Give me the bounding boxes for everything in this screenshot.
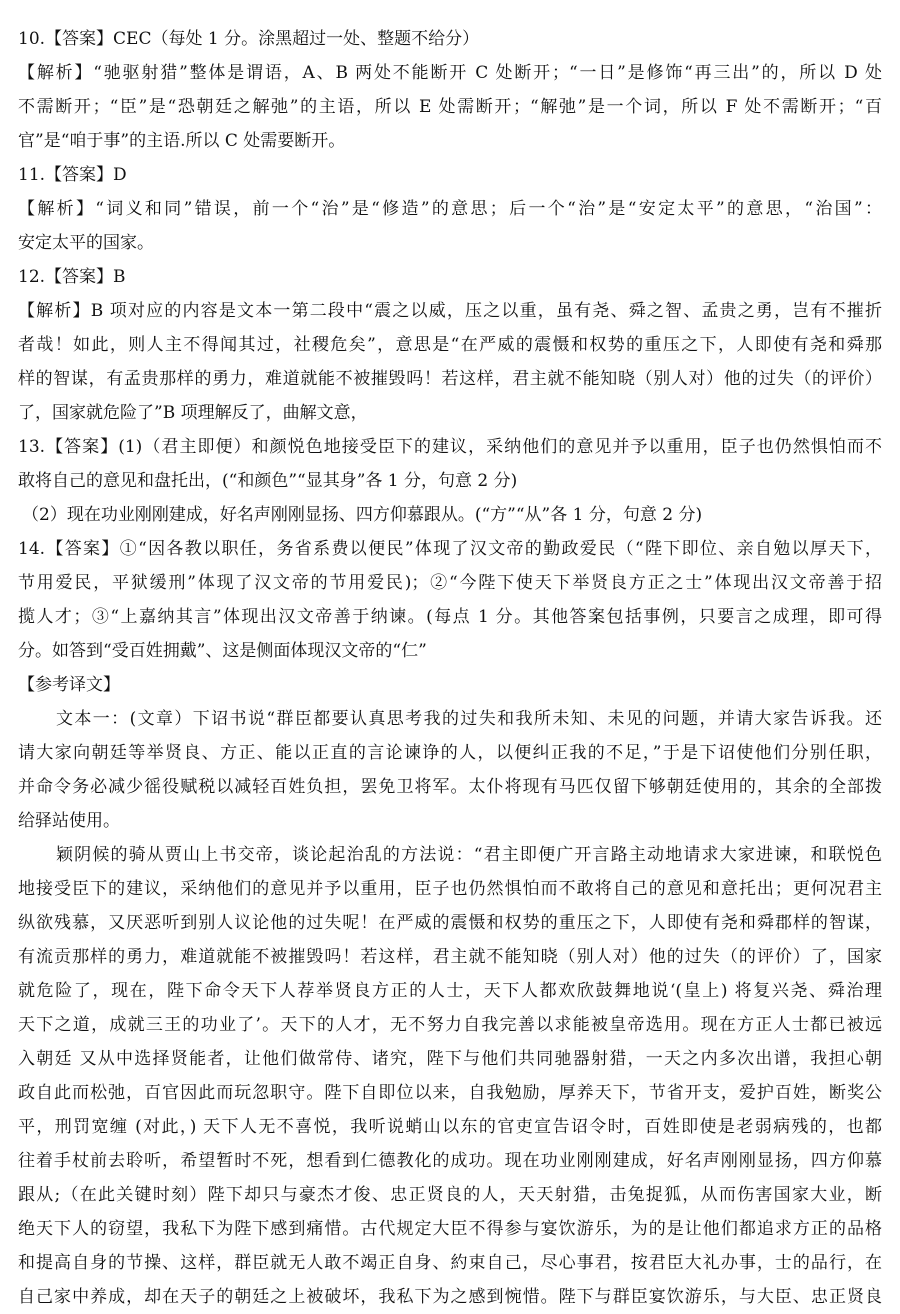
line-translation-p2-11: 跟从;（在此关键时刻）陛下却只与豪杰才俊、忠正贤良的人，天天射猎，击兔捉狐，从而伤害国家大业，断 — [18, 1185, 882, 1205]
line-translation-p2-13: 和提高自身的节操、这样，群臣就无人敢不竭正自身、約束自己，尽心事君，按君臣大礼办事，士的品行，在 — [18, 1253, 882, 1273]
line-translation-p1-1: 文本一：(文章）下诏书说“群臣都要认真思考我的过失和我所未知、未见的问题，并请大家告诉我。还 — [56, 709, 882, 729]
line-translation-p1-2: 请大家向朝廷等举贤良、方正、能以正直的言论谏诤的人，以便纠正我的不足，”于是下诏使他们分别任职， — [18, 743, 882, 763]
line-translation-p2-2: 地接受臣下的建议，采纳他们的意见并予以重用，臣子也仍然惧怕而不敢将自己的意见和意托出；更何况君主 — [18, 879, 882, 899]
line-translation-p2-14: 自己家中养成，却在天子的朝廷之上被破坏，我私下为之感到惋惜。陛下与群臣宴饮游乐，与大臣、忠正贤良 — [18, 1287, 882, 1307]
line-q12-analysis-3: 样的智谋，有孟贵那样的勇力，难道就能不被摧毁吗！若这样，君主就不能知晓（别人对）他的过失（的评价） — [18, 369, 882, 389]
section-heading-translation: 【参考译文】 — [18, 675, 120, 695]
line-translation-p1-3: 并命令务必减少徭役赋税以减轻百姓负担，罢免卫将军。太仆将现有马匹仅留下够朝廷使用的，其余的全部拨 — [18, 777, 882, 797]
line-q13-answer-2: 敢将自己的意见和盘托出，(“和颜色”“显其身”各 1 分，句意 2 分) — [18, 471, 518, 491]
line-q11-analysis-2: 安定太平的国家。 — [18, 233, 154, 253]
line-translation-p2-6: 天下之道，成就三王的功业了’。天下的人才，无不努力自我完善以求能被皇帝选用。现在方正人士都已被远 — [18, 1015, 882, 1035]
line-q14-answer-3: 揽人才；③“上嘉纳其言”体现出汉文帝善于纳谏。(每点 1 分。其他答案包括事例，只要言之成理，即可得 — [18, 607, 882, 627]
line-q11-answer: 11.【答案】D — [18, 165, 127, 185]
line-translation-p2-1: 颖阴候的骑从贾山上书交帝，谈论起治乱的方法说：“君主即便广开言路主动地请求大家进谏，和联悦色 — [56, 845, 882, 865]
line-q11-analysis-1: 【解析】“词义和同”错误，前一个“治”是“修造”的意思；后一个“治”是“安定太平”的意思，“治国”： — [18, 199, 882, 219]
line-q10-analysis-3: 官”是“咱于事”的主语.所以 C 处需要断开。 — [18, 131, 346, 151]
line-translation-p2-5: 就危险了，现在，陛下命令天下人荐举贤良方正的人士，天下人都欢欣鼓舞地说‘(皇上) 将复兴尧、舜治理 — [18, 981, 882, 1001]
line-q13-answer-3: （2）现在功业刚刚建成，好名声刚刚显扬、四方仰慕跟从。(“方”“从”各 1 分，句意 2 分) — [22, 505, 703, 525]
line-q13-answer-1: 13.【答案】(1)（君主即便）和颜悦色地接受臣下的建议，采纳他们的意见并予以重用，臣子也仍然惧怕而不 — [18, 437, 882, 457]
line-q12-analysis-1: 【解析】B 项对应的内容是文本一第二段中“震之以威，压之以重，虽有尧、舜之智、孟贵之勇，岂有不摧折 — [18, 301, 882, 321]
line-q12-analysis-2: 者哉！如此，则人主不得闻其过，社稷危矣”，意思是“在严威的震慑和权势的重压之下，人即使有尧和舜那 — [18, 335, 882, 355]
line-q14-answer-4: 分。如答到“受百姓拥戴”、这是侧面体现汉文帝的“仁” — [18, 641, 427, 661]
line-translation-p2-9: 平，刑罚宽缠 (对此，) 天下人无不喜悦，我听说蛸山以东的官吏宣告诏令时，百姓即使是老弱病残的，也都 — [18, 1117, 882, 1137]
line-q12-analysis-4: 了，国家就危险了”B 项理解反了，曲解文意， — [18, 403, 368, 423]
line-q10-answer: 10.【答案】CEC（每处 1 分。涂黑超过一处、整题不给分） — [18, 29, 480, 49]
line-translation-p2-8: 政自此而松弛，百官因此而玩忽职守。陛下自即位以来，自我勉励，厚养天下，节省开支，爱护百姓，断奖公 — [18, 1083, 882, 1103]
line-q10-analysis-1: 【解析】“驰驱射猎”整体是谓语，A、B 两处不能断开 C 处断开；“一日”是修饰“再三出”的，所以 D 处 — [18, 63, 882, 83]
line-q12-answer: 12.【答案】B — [18, 267, 126, 287]
line-translation-p1-4: 给驿站使用。 — [18, 811, 120, 831]
line-translation-p2-10: 往着手杖前去聆听，希望暂时不死，想看到仁德教化的成功。现在功业刚刚建成，好名声刚刚显扬，四方仰慕 — [18, 1151, 882, 1171]
line-translation-p2-7: 入朝廷 又从中选择贤能者，让他们做常侍、诸究，陛下与他们共同驰器射猎，一天之内多次出谱，我担心朝 — [18, 1049, 882, 1069]
line-q14-answer-1: 14.【答案】①“因各教以职任，务省系费以便民”体现了汉文帝的勤政爱民（“陛下即位、亲自勉以厚天下， — [18, 539, 882, 559]
line-translation-p2-12: 绝天下人的窃望，我私下为陛下感到痛惜。古代规定大臣不得参与宴饮游乐，为的是让他们都追求方正的品格 — [18, 1219, 882, 1239]
line-q14-answer-2: 节用爱民，平狱缓刑”体现了汉文帝的节用爱民)；②“今陛下使天下举贤良方正之士”体现出汉文帝善于招 — [18, 573, 882, 593]
line-translation-p2-3: 纵欲残慕，又厌恶听到别人议论他的过失呢！在严威的震慑和权势的重压之下，人即使有尧和舜郡样的智谋， — [18, 913, 882, 933]
line-q10-analysis-2: 不需断开；“臣”是“恐朝廷之解弛”的主语，所以 E 处需断开；“解弛”是一个词，所以 F 处不需断开；“百 — [18, 97, 882, 117]
line-translation-p2-4: 有流贡那样的勇力，难道就能不被摧毁吗！若这样，君主就不能知晓（别人对）他的过失（的评价）了，国家 — [18, 947, 882, 967]
